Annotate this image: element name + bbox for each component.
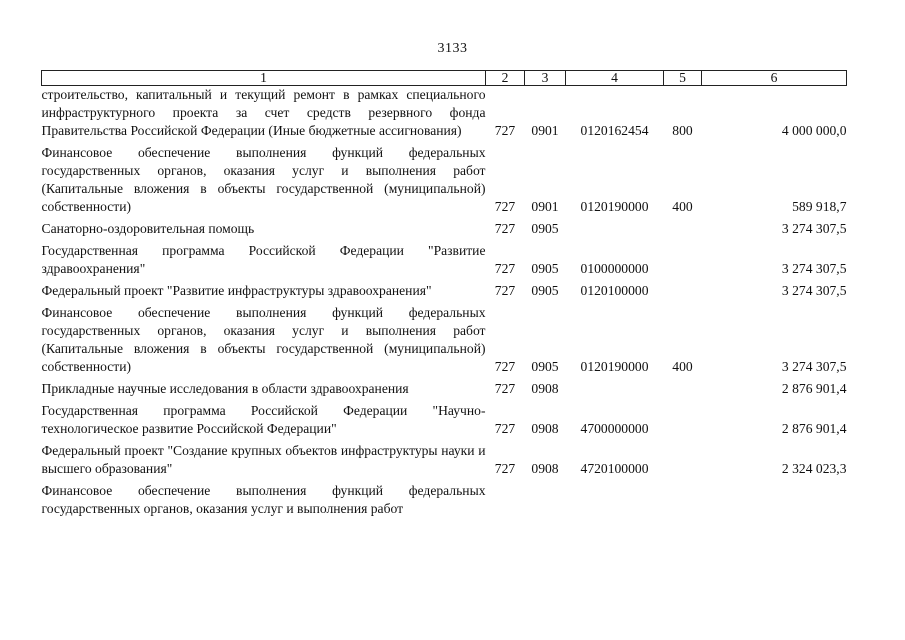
row-description: Прикладные научные исследования в области здравоохранения (41, 381, 409, 396)
row-section-code: 0905 (531, 221, 559, 236)
row-target-code: 0120100000 (580, 283, 649, 298)
row-amount (702, 482, 847, 518)
table-body (42, 86, 847, 519)
row-description: Финансовое обеспечение выполнения функций федеральных государственных органов, оказания услуг и выполнения работ (Капитальные вложения в объекты государственной (муниципальной) собственности) (41, 145, 486, 214)
column-header-5: 5 (664, 71, 702, 86)
table-header (42, 71, 847, 86)
table-row (42, 282, 847, 300)
row-amount: 4 000 000,0 (781, 123, 847, 138)
column-header-6: 6 (702, 71, 847, 86)
row-expense-type-code (664, 402, 702, 438)
row-section-code: 0901 (531, 123, 559, 138)
row-ministry-code: 727 (494, 283, 516, 298)
table-row (42, 144, 847, 216)
row-ministry-code: 727 (494, 221, 516, 236)
row-description: Санаторно-оздоровительная помощь (41, 221, 255, 236)
row-section-code: 0908 (531, 461, 559, 476)
row-description: Федеральный проект "Создание крупных объектов инфраструктуры науки и высшего образования" (41, 443, 486, 476)
row-section-code: 0908 (531, 381, 559, 396)
row-expense-type-code (664, 282, 702, 300)
column-header-1: 1 (42, 71, 486, 86)
column-header-3: 3 (525, 71, 566, 86)
row-description: Государственная программа Российской Федерации "Развитие здравоохранения" (41, 243, 486, 276)
row-amount: 2 876 901,4 (781, 381, 847, 396)
row-section-code (525, 482, 566, 518)
row-ministry-code: 727 (494, 199, 516, 214)
table-row (42, 482, 847, 518)
row-amount: 3 274 307,5 (781, 261, 847, 276)
row-description: Федеральный проект "Развитие инфраструктуры здравоохранения" (41, 283, 432, 298)
row-ministry-code: 727 (494, 421, 516, 436)
row-amount: 2 876 901,4 (781, 421, 847, 436)
row-target-code (566, 380, 664, 398)
row-ministry-code: 727 (494, 359, 516, 374)
row-section-code: 0905 (531, 261, 559, 276)
row-amount: 3 274 307,5 (781, 359, 847, 374)
row-ministry-code: 727 (494, 461, 516, 476)
table-row (42, 220, 847, 238)
row-amount: 3 274 307,5 (781, 283, 847, 298)
row-description: строительство, капитальный и текущий ремонт в рамках специального инфраструктурного проекта за счет средств резервного фонда Правительства Российской Федерации (Иные бюджетные ассигнования) (41, 87, 486, 138)
header-row (42, 71, 847, 86)
table-row (42, 242, 847, 278)
row-description: Финансовое обеспечение выполнения функций федеральных государственных органов, оказания услуг и выполнения работ (41, 483, 486, 516)
row-section-code: 0908 (531, 421, 559, 436)
row-expense-type-code (664, 242, 702, 278)
table-row (42, 380, 847, 398)
row-expense-type-code: 800 (672, 123, 693, 138)
row-target-code: 0100000000 (580, 261, 649, 276)
row-ministry-code (486, 482, 525, 518)
row-ministry-code: 727 (494, 261, 516, 276)
row-amount: 3 274 307,5 (781, 221, 847, 236)
row-description: Государственная программа Российской Федерации "Научно-технологическое развитие Российской Федерации" (41, 403, 486, 436)
row-amount: 2 324 023,3 (781, 461, 847, 476)
row-expense-type-code (664, 220, 702, 238)
row-expense-type-code: 400 (672, 199, 693, 214)
row-target-code (566, 482, 664, 518)
row-target-code (566, 220, 664, 238)
table-row (42, 402, 847, 438)
row-expense-type-code: 400 (672, 359, 693, 374)
row-target-code: 4720100000 (580, 461, 649, 476)
row-target-code: 4700000000 (580, 421, 649, 436)
row-ministry-code: 727 (494, 123, 516, 138)
row-target-code: 0120162454 (580, 123, 649, 138)
row-section-code: 0905 (531, 283, 559, 298)
column-header-4: 4 (566, 71, 664, 86)
budget-table (41, 70, 847, 518)
column-header-2: 2 (486, 71, 525, 86)
row-expense-type-code (664, 380, 702, 398)
row-expense-type-code (664, 482, 702, 518)
table-row (42, 304, 847, 376)
row-target-code: 0120190000 (580, 359, 649, 374)
row-section-code: 0901 (531, 199, 559, 214)
row-description: Финансовое обеспечение выполнения функций федеральных государственных органов, оказания услуг и выполнения работ (Капитальные вложения в объекты государственной (муниципальной) собственности) (41, 305, 486, 374)
row-target-code: 0120190000 (580, 199, 649, 214)
page-number: 3133 (437, 41, 468, 56)
row-amount: 589 918,7 (792, 199, 847, 214)
table-row (42, 86, 847, 141)
row-expense-type-code (664, 442, 702, 478)
row-ministry-code: 727 (494, 381, 516, 396)
table-row (42, 442, 847, 478)
row-section-code: 0905 (531, 359, 559, 374)
